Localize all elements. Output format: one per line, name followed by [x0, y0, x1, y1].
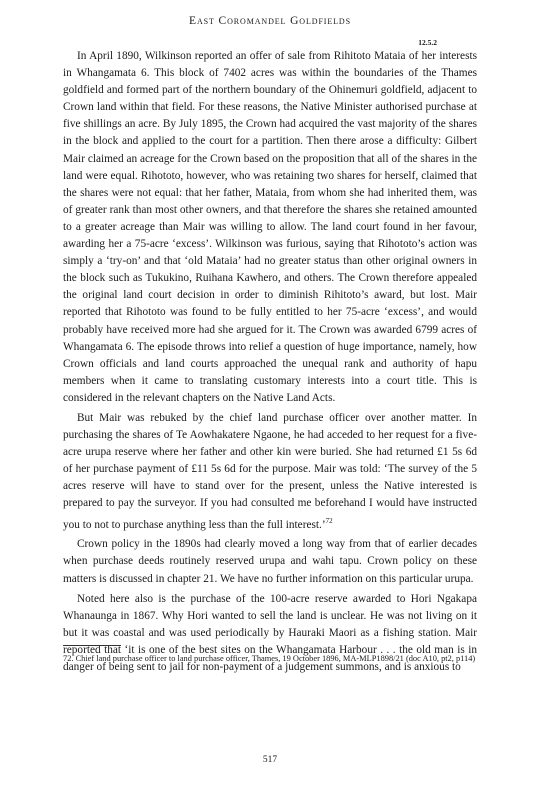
- paragraph: In April 1890, Wilkinson reported an offer of sale from Rihitoto Mataia of her interests in Whangamata 6. This block of 7402 acres was within the boundaries of the Thames goldfield and formed part of the northern boundary of the Ohinemuri goldfield, adjacent to Crown land within that field. For these reasons, the Native Minister authorised purchase at five shillings an acre. By July 1895, the Crown had acquired the vast majority of the shares in the block and applied to the court for a partition. Then there arose a difficulty: Gilbert Mair claimed an acreage for the Crown based on the proposition that all of the shares in the land were equal. Rihototo, however, who was retaining two shares for herself, claimed that the shares were not equal: that her father, Mataia, from whom she had inherited them, was of greater rank than most other owners, and that therefore the shares she retained amounted to a greater acreage than Mair was willing to allow. The land court found in her favour, awarding her a 75-acre ‘excess’. Wilkinson was furious, saying that Rihototo’s action was simply a ‘try-on’ and that ‘old Mataia’ had no greater status than other original owners in the block such as Tukukino, Ruihana Kawhero, and others. The Crown therefore appealed the original land court decision in order to diminish Rihitoto’s award, but lost. Mair reported that Rihototo was found to be fully entitled to her 75-acre ‘excess’, and would probably have received more had she argued for it. The Crown was awarded 6799 acres of Whangamata 6. The episode throws into relief a question of huge importance, namely, how Crown officials and land courts approached the unequal rank and authority of hapu members when it came to translating customary interests into a court title. This is considered in the relevant chapters on the Native Land Acts.: [63, 50, 477, 404]
- paragraph-text: But Mair was rebuked by the chief land purchase officer over another matter. In purchasing the shares of Te Aowhakatere Ngaone, he had acceded to her request for a five-acre urupa reserve where her father and other kin were buried. She had returned £1 5s 6d of her purchase payment of £11 5s 6d for the purpose. Mair was told: ‘The survey of the 5 acres reserve will have to stand over for the present, unless the Native interested is prepared to pay the surveyor. If you had consulted me beforehand I would have instructed you to not to purchase anything less than the full interest.’: [63, 411, 477, 531]
- running-head: East Coromandel Goldfields: [189, 15, 351, 27]
- paragraph: Noted here also is the purchase of the 100-acre reserve awarded to Hori Ngakapa Whanaunga in 1867. Why Hori wanted to sell the land is unclear. He was not living on it but it was coastal and was used periodically by Hauraki Maori as a fishing station. Mair reported that ‘it is one of the best sites on the Whangamata Harbour . . . the old man is in danger of being sent to jail for non-payment of a judgement summons, and is anxious to: [63, 592, 477, 674]
- page-number: 517: [262, 755, 278, 765]
- footnote: 72. Chief land purchase officer to land purchase officer, Thames, 19 October 1896, MA-MLP1898/21 (doc A10, pt2, p114): [63, 654, 476, 663]
- paragraph: [63, 410, 477, 533]
- body-text: [63, 48, 477, 679]
- section-number: 12.5.2: [418, 38, 437, 47]
- paragraph: Crown policy in the 1890s had clearly moved a long way from that of earlier decades when purchase deeds routinely reserved urupa and wahi tapu. Crown policy on these matters is discussed in chapter 21. We have no further information on this particular urupa.: [63, 538, 477, 585]
- footnote-rule: [63, 645, 121, 646]
- footnote-marker[interactable]: 72: [325, 516, 333, 525]
